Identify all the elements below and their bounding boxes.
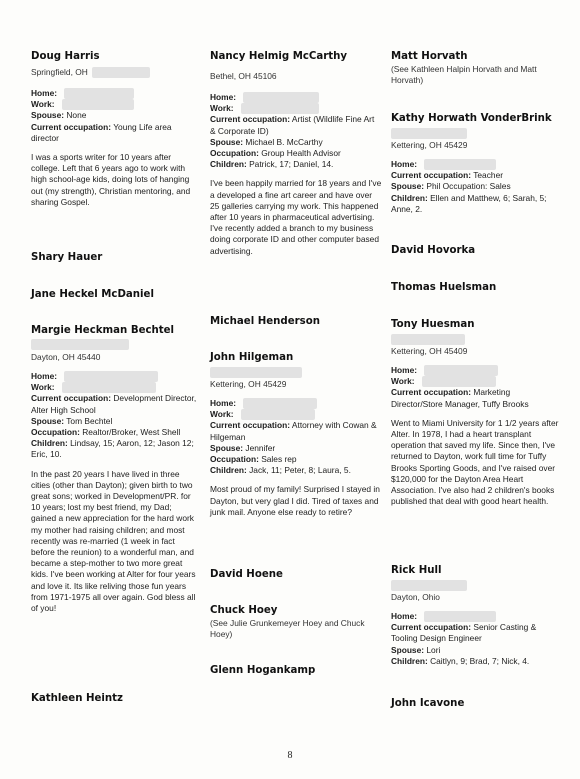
entry-kathy-horwath-vonderbrink [391,112,563,215]
spouse-field [210,137,382,148]
field-label: Home: [31,88,58,98]
home-field [210,92,382,103]
entry-note: (See Julie Grunkemeyer Hoey and Chuck Hoey) [210,618,365,640]
field-value: Realtor/Broker, West Shell [82,427,181,438]
redacted-block [424,611,496,622]
children-field [210,465,382,476]
field-label: Current occupation: [31,121,112,132]
field-value: Young Life area director [31,121,172,143]
field-label: Spouse: [210,136,244,147]
entry-location [31,67,199,78]
entry-tony-huesman [391,318,563,507]
spouse-field [31,110,199,121]
home-field [391,611,563,622]
entry-bio: Went to Miami University for 1 1/2 years after Alter. In 1978, I had a heart transplant operation that saved my life. Since then, I've returned to Dayton, work full time for Tuffy Brooks Sporting Goods, and I've raised over $120,000 for the Dayton Area Heart Association. I've also had 2 children's books published that deal with good heart health. [391,417,559,507]
entry-nancy-helmig-mccarthy [210,50,382,257]
current-occupation-field [31,122,199,144]
entry-john-icavone [391,697,563,710]
field-label: Occupation: [31,427,80,438]
entry-name: John Hilgeman [210,352,294,363]
redacted-block [391,128,467,139]
field-label: Spouse: [31,415,65,426]
field-label: Work: [210,103,234,114]
field-label: Children: [31,438,68,449]
location-text: Bethel, OH 45106 [210,71,277,81]
current-occupation-field [391,387,563,409]
entry-location [31,339,199,350]
redacted-block [64,371,158,382]
location-text: Springfield, OH [31,67,88,77]
redacted-block [243,398,317,409]
entry-location [210,71,382,82]
entry-jane-heckel-mcdaniel [31,288,199,301]
redacted-block [92,67,150,78]
entry-name: Michael Henderson [210,316,320,327]
entry-location [391,346,563,357]
field-label: Children: [210,465,247,476]
entry-bio: Most proud of my family! Surprised I stayed in Dayton, but very glad I did. Tired of taxes and junk mail. Anyone else ready to retire? [210,484,380,517]
entry-name: Tony Huesman [391,319,475,330]
field-value: Ellen and Matthew, 6; Sarah, 5; Anne, 2. [391,192,547,214]
location-text: Kettering, OH 45409 [391,346,468,356]
entry-doug-harris [31,50,199,208]
spouse-field [210,443,382,454]
field-value: Teacher [473,170,504,181]
home-field [210,398,382,409]
field-label: Occupation: [210,148,259,159]
work-field [31,382,199,393]
field-value: Senior Casting & Tooling Design Engineer [391,622,537,644]
entry-bio: In the past 20 years I have lived in three cities (other than Dayton); given birth to two great sons; worked in Development/PR. for 10 years; lost my best friend, my Dad; gained a new appreciation for the hard work my mother had raising children; and most recently was re-married (1 week in fact before the reunion) to a wonderful man, and became a step-mother to two more great kids. I've been working at Alter for four years and love it. Its like reliving those fun years from 1971-1975 all over again. God bless all of you! [31,468,196,614]
occupation-field [210,454,382,465]
field-value: Group Health Advisor [261,148,341,159]
entry-name: Shary Hauer [31,252,103,263]
page-number: 8 [287,750,293,761]
field-value: Phil Occupation: Sales [426,181,511,192]
entry-name: Jane Heckel McDaniel [31,289,154,300]
field-label: Work: [210,409,234,420]
entry-name: Kathleen Heintz [31,693,123,704]
work-field [210,103,382,114]
redacted-block [62,382,156,393]
entry-bio: I was a sports writer for 10 years after college. Left that 6 years ago to work with high school-age kids, doing lots of hanging out (my strength), Christian mentoring, and sharing Gospel. [31,152,191,207]
entry-name: Nancy Helmig McCarthy [210,51,348,62]
field-value: Sales rep [261,454,297,465]
field-value: Tom Bechtel [66,415,113,426]
field-label: Current occupation: [31,393,112,404]
field-label: Work: [31,99,55,110]
location-text: Dayton, Ohio [391,592,440,602]
redacted-block [62,99,134,110]
field-value: Michael B. McCarthy [245,136,323,147]
field-label: Work: [391,376,415,387]
spouse-field [391,645,563,656]
field-label: Current occupation: [210,114,291,125]
entry-name: Matt Horvath [391,51,468,62]
entry-name: Thomas Huelsman [391,282,497,293]
field-value: Lindsay, 15; Aaron, 12; Jason 12; Eric, 10. [31,438,194,460]
entry-location [391,334,563,345]
redacted-block [424,365,498,376]
entry-name: David Hoene [210,569,283,580]
field-value: Marketing Director/Store Manager, Tuffy Brooks [391,387,529,409]
redacted-block [422,376,496,387]
field-label: Home: [391,365,418,375]
children-field [31,438,199,460]
occupation-field [31,427,199,438]
field-label: Children: [391,192,428,203]
location-text: Kettering, OH 45429 [391,140,468,150]
field-label: Spouse: [391,644,425,655]
entry-matt-horvath [391,50,563,86]
entry-glenn-hogankamp [210,664,382,677]
entry-location [391,128,563,139]
children-field [210,159,382,170]
field-label: Occupation: [210,454,259,465]
field-value: Attorney with Cowan & Hilgeman [210,420,377,442]
entry-john-hilgeman [210,351,382,518]
entry-kathleen-heintz [31,692,199,705]
field-label: Home: [210,398,237,408]
entry-name: David Hovorka [391,245,476,256]
entry-name: Margie Heckman Bechtel [31,325,175,336]
field-label: Current occupation: [210,420,291,431]
entry-thomas-huelsman [391,281,563,294]
children-field [391,656,563,667]
field-label: Home: [31,371,58,381]
occupation-field [210,148,382,159]
field-value: Caitlyn, 9; Brad, 7; Nick, 4. [430,655,530,666]
entry-david-hoene [210,568,382,581]
current-occupation-field [391,170,563,181]
field-label: Children: [391,655,428,666]
redacted-block [210,367,302,378]
home-field [391,365,563,376]
entry-name: Rick Hull [391,565,442,576]
field-value: Jack, 11; Peter, 8; Laura, 5. [249,465,351,476]
field-value: Artist (Wildlife Fine Art & Corporate ID) [210,114,375,136]
work-field [391,376,563,387]
current-occupation-field [210,114,382,136]
home-field [31,88,199,99]
current-occupation-field [31,393,199,415]
entry-name: Doug Harris [31,51,100,62]
field-label: Current occupation: [391,622,472,633]
entry-location [391,592,563,603]
field-value: Development Director, Alter High School [31,393,197,415]
redacted-block [64,88,134,99]
field-label: Home: [391,611,418,621]
redacted-block [391,580,467,591]
entry-name: John Icavone [391,698,465,709]
field-label: Children: [210,159,247,170]
entry-name: Kathy Horwath VonderBrink [391,113,552,124]
spouse-field [391,181,563,192]
entry-name: Glenn Hogankamp [210,665,316,676]
field-label: Current occupation: [391,387,472,398]
home-field [31,371,199,382]
entry-chuck-hoey [210,604,382,640]
current-occupation-field [391,622,563,644]
field-value: Patrick, 17; Daniel, 14. [249,159,334,170]
redacted-block [391,334,465,345]
entry-location [210,379,382,390]
spouse-field [31,416,199,427]
entry-david-hovorka [391,244,563,257]
entry-bio: I've been happily married for 18 years and I've a developed a fine art career and have over 25 galleries carrying my work. This happened after 10 years in pharmaceutical advertising. I've recently added a branch to my business doing corporate ID and other computer based advertising. [210,178,382,256]
field-value: Lori [426,644,441,655]
field-label: Spouse: [391,181,425,192]
field-value: None [66,110,87,121]
redacted-block [424,159,496,170]
entry-michael-henderson [210,315,382,328]
entry-name: Chuck Hoey [210,605,278,616]
current-occupation-field [210,420,382,442]
entry-location [210,367,382,378]
redacted-block [243,92,319,103]
entry-note: (See Kathleen Halpin Horvath and Matt Horvath) [391,64,537,86]
redacted-block [241,103,319,114]
redacted-block [241,409,315,420]
location-text: Kettering, OH 45429 [210,379,287,389]
children-field [391,193,563,215]
field-value: Jennifer [245,442,276,453]
field-label: Home: [391,159,418,169]
field-label: Spouse: [210,442,244,453]
field-label: Work: [31,382,55,393]
entry-location [31,352,199,363]
field-label: Spouse: [31,110,65,121]
entry-rick-hull [391,564,563,667]
location-text: Dayton, OH 45440 [31,352,101,362]
entry-shary-hauer [31,251,199,264]
work-field [31,99,199,110]
work-field [210,409,382,420]
entry-location [391,140,563,151]
field-label: Home: [210,92,237,102]
home-field [391,159,563,170]
entry-location [391,580,563,591]
field-label: Current occupation: [391,170,472,181]
entry-margie-heckman-bechtel [31,324,199,614]
redacted-block [31,339,129,350]
